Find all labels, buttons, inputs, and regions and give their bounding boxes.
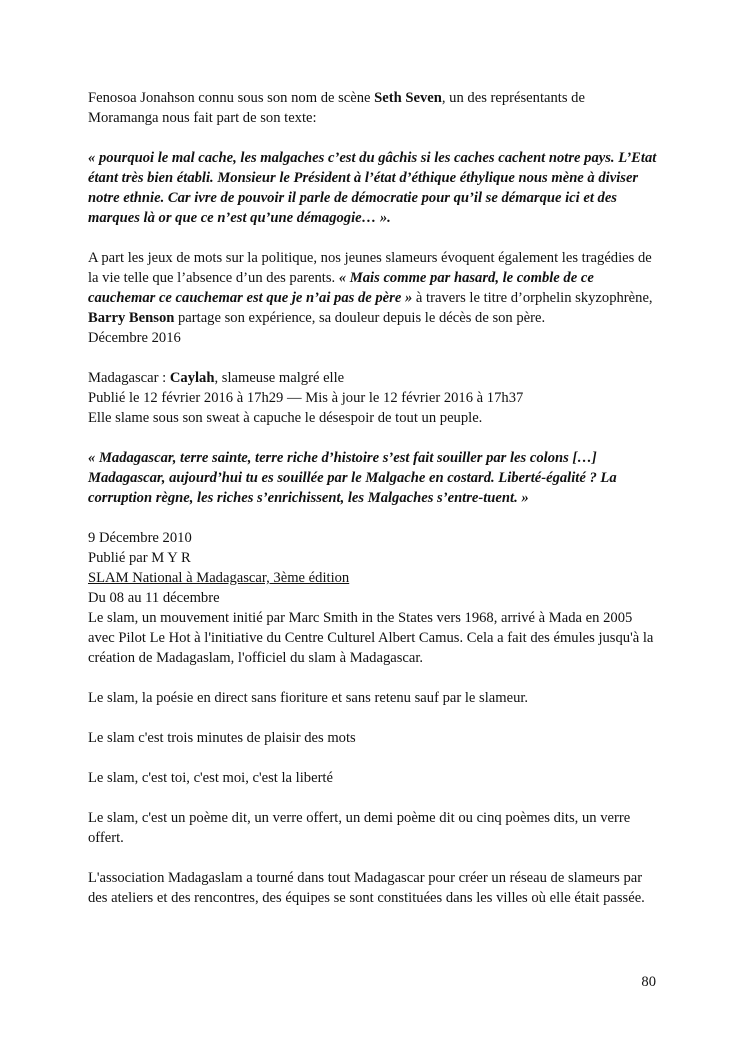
caylah-suffix: , slameuse malgré elle [214,370,345,386]
quote-seth-seven: « pourquoi le mal cache, les malgaches c’est du gâchis si les caches cachent notre pays. L’Etat étant très bien établi. Monsieur le Président à l’état d’éthique éthylique nous mène à diviser notre ethnie. Car ivre de pouvoir il parle de démocratie pour qu’il se démarque ici et des marques là or que ce n’est qu’une démagogie… ». [88,150,657,226]
slam-event-dates: Du 08 au 11 décembre [88,590,220,606]
page-number: 80 [641,974,656,990]
barry-intro-text: A part les jeux de mots sur la politique, nos jeunes slameurs évoquent également les tragédies de la vie telle que l’absence d’un des parents. [88,250,652,286]
barry-title-text: à travers le titre d’orphelin skyzophrène, [412,290,653,306]
intro-text: Fenosoa Jonahson connu sous son nom de scène [88,90,375,106]
barry-end-text: partage son expérience, sa douleur depuis le décès de son père. [174,310,546,326]
slam-three-minutes: Le slam c'est trois minutes de plaisir des mots [88,730,356,746]
artist-name-caylah: Caylah [169,370,215,386]
quote-barry-benson: « Mais comme par hasard, le comble de ce cauchemar ce cauchemar est que je n’ai pas de père » [88,270,594,306]
intro-text-end: , un des représentants de Moramanga nous fait part de son texte: [88,90,585,126]
slam-liberty: Le slam, c'est toi, c'est moi, c'est la liberté [88,770,333,786]
intro-paragraph [88,88,658,128]
slam-event-title: SLAM National à Madagascar, 3ème édition [88,570,350,586]
artist-name-barry-benson: Barry Benson [88,310,175,326]
slam-date: 9 Décembre 2010 [88,530,192,546]
slam-definition: Le slam, la poésie en direct sans fioriture et sans retenu sauf par le slameur. [88,690,529,706]
caylah-description: Elle slame sous son sweat à capuche le désespoir de tout un peuple. [88,410,483,426]
barry-date: Décembre 2016 [88,330,181,346]
caylah-prefix: Madagascar : [88,370,170,386]
caylah-published: Publié le 12 février 2016 à 17h29 — Mis à jour le 12 février 2016 à 17h37 [88,390,524,406]
slam-author: Publié par M Y R [88,550,191,566]
madagaslam-association: L'association Madagaslam a tourné dans tout Madagascar pour créer un réseau de slameurs par des ateliers et des rencontres, des équipes se sont constituées dans les villes où elle était passée. [88,870,645,906]
artist-name-seth-seven: Seth Seven [374,90,442,106]
slam-history-paragraph: Le slam, un mouvement initié par Marc Smith in the States vers 1968, arrivé à Mada en 2005 avec Pilot Le Hot à l'initiative du Centre Culturel Albert Camus. Cela a fait des émules jusqu'à la création de Madagaslam, l'officiel du slam à Madagascar. [88,610,654,666]
page-body [88,88,658,928]
caylah-heading [88,368,658,388]
quote-caylah: « Madagascar, terre sainte, terre riche d’histoire s’est fait souiller par les colons […] Madagascar, aujourd’hui tu es souillée par le Malgache en costard. Liberté-égalité ? La corruption règne, les riches s’enrichissent, les Malgaches s’entre-tuent. » [88,450,617,506]
paragraph-barry-benson [88,248,658,328]
slam-poem-verre: Le slam, c'est un poème dit, un verre offert, un demi poème dit ou cinq poèmes dits, un verre offert. [88,810,631,846]
